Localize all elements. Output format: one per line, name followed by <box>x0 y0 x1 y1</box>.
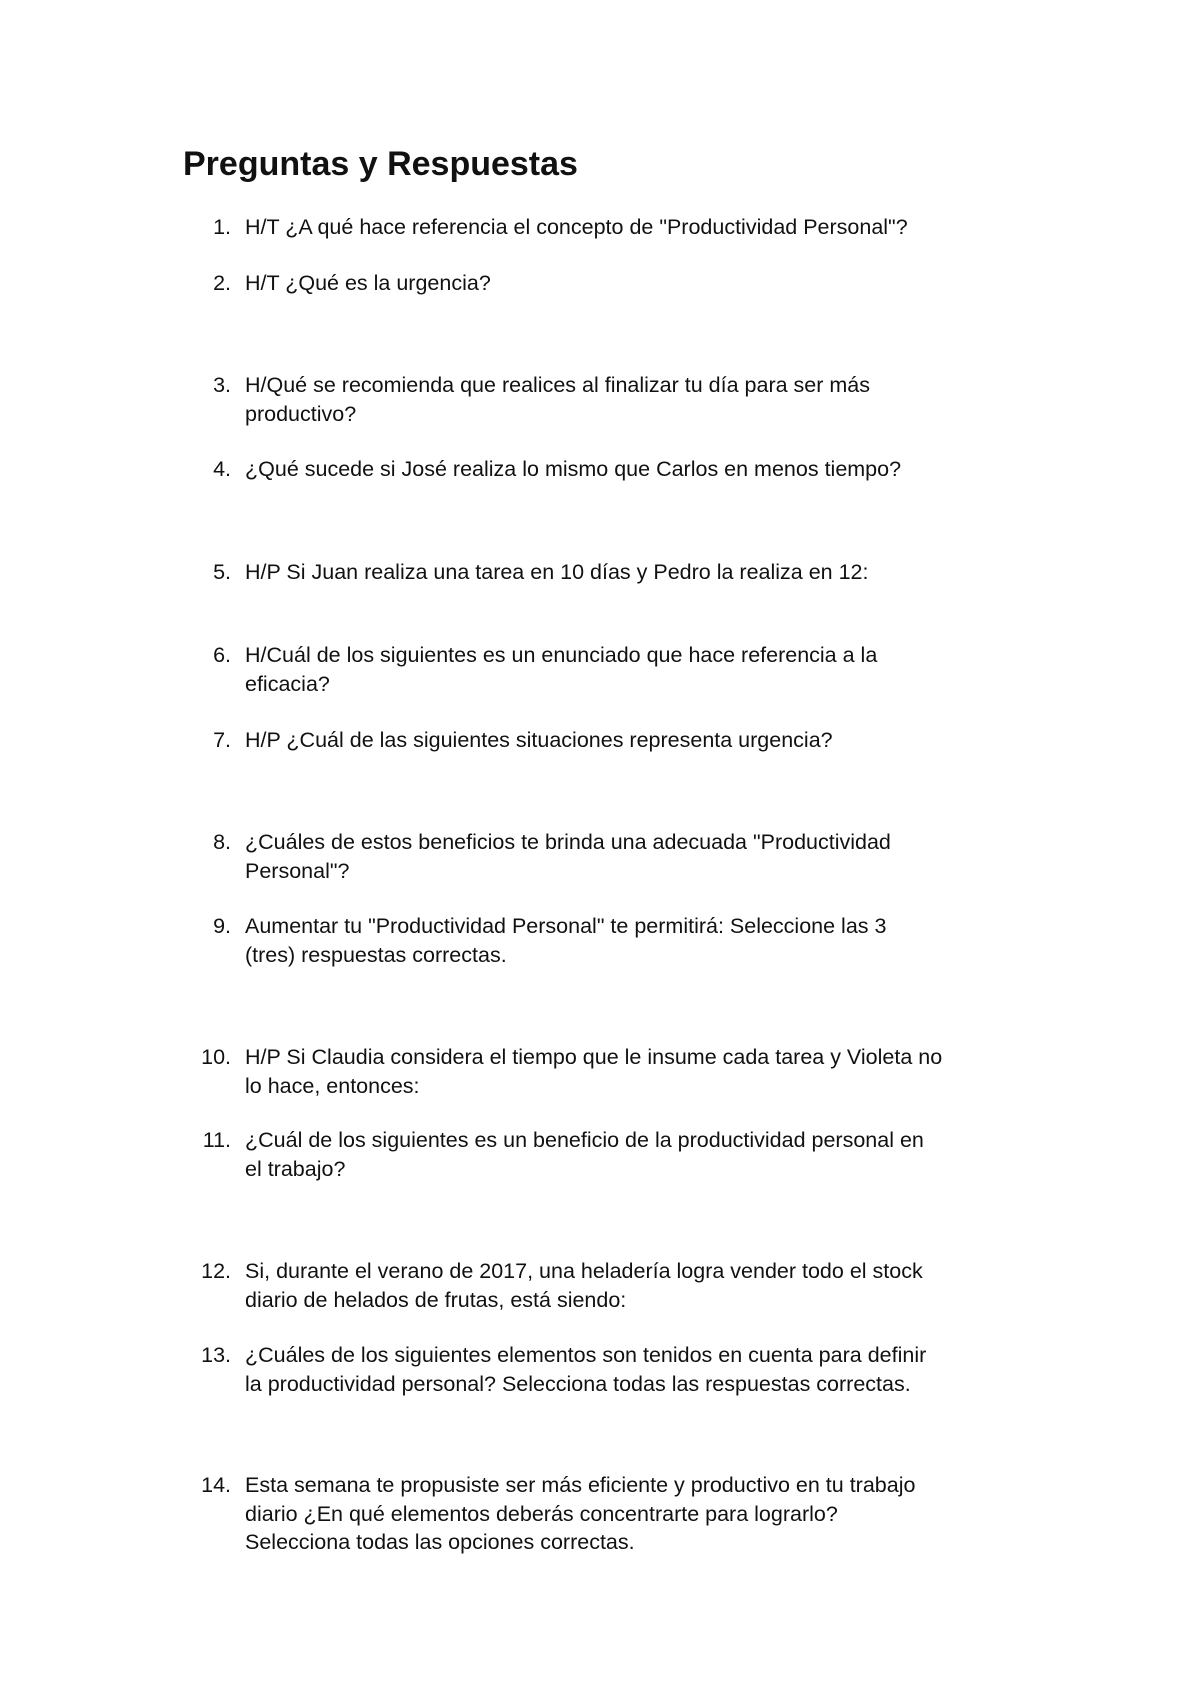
question-line: lo hace, entonces: <box>245 1073 420 1098</box>
question-text <box>245 1043 1045 1100</box>
question-text <box>245 1471 1045 1557</box>
question-number: 3. <box>213 373 231 397</box>
question-line: ¿Cuáles de los siguientes elementos son tenidos en cuenta para definir <box>245 1343 927 1367</box>
question-number: 4. <box>213 457 231 481</box>
question-number: 6. <box>213 643 231 667</box>
question-text <box>245 1257 1045 1314</box>
question-text <box>245 371 1045 428</box>
question-number: 5. <box>213 560 231 584</box>
question-line: H/T ¿A qué hace referencia el concepto de "Productividad Personal"? <box>245 215 908 239</box>
question-line: la productividad personal? Selecciona todas las respuestas correctas. <box>245 1371 911 1396</box>
question-number: 9. <box>213 914 231 938</box>
question-text <box>245 1341 1045 1398</box>
question-line: (tres) respuestas correctas. <box>245 942 507 967</box>
question-line: eficacia? <box>245 671 330 696</box>
page-title: Preguntas y Respuestas <box>183 145 578 183</box>
question-text <box>245 912 1045 969</box>
question-line: Selecciona todas las opciones correctas. <box>245 1530 635 1554</box>
question-text <box>245 213 1045 242</box>
question-line: Esta semana te propusiste ser más eficiente y productivo en tu trabajo <box>245 1473 916 1497</box>
question-text <box>245 269 1045 298</box>
question-line: diario ¿En qué elementos deberás concentrarte para lograrlo? <box>245 1501 838 1526</box>
question-line: H/T ¿Qué es la urgencia? <box>245 271 491 295</box>
question-number: 7. <box>213 728 231 752</box>
question-text <box>245 726 1045 755</box>
question-line: productivo? <box>245 401 357 426</box>
question-text <box>245 455 1045 484</box>
question-line: ¿Cuál de los siguientes es un beneficio de la productividad personal en <box>245 1128 924 1152</box>
question-number: 11. <box>202 1128 231 1152</box>
question-line: H/Qué se recomienda que realices al finalizar tu día para ser más <box>245 373 871 397</box>
question-line: H/P Si Claudia considera el tiempo que le insume cada tarea y Violeta no <box>245 1045 943 1069</box>
question-number: 1. <box>213 215 231 239</box>
question-line: ¿Cuáles de estos beneficios te brinda una adecuada "Productividad <box>245 830 891 854</box>
question-line: H/Cuál de los siguientes es un enunciado que hace referencia a la <box>245 643 878 667</box>
question-number: 13. <box>201 1343 231 1367</box>
question-number: 2. <box>213 271 231 295</box>
question-number: 10. <box>201 1045 231 1069</box>
question-line: el trabajo? <box>245 1156 346 1181</box>
question-line: H/P ¿Cuál de las siguientes situaciones representa urgencia? <box>245 728 833 752</box>
question-text <box>245 1126 1045 1183</box>
question-line: Si, durante el verano de 2017, una heladería logra vender todo el stock <box>245 1259 923 1283</box>
question-line: H/P Si Juan realiza una tarea en 10 días y Pedro la realiza en 12: <box>245 560 869 584</box>
question-number: 8. <box>213 830 231 854</box>
question-text <box>245 828 1045 885</box>
question-line: Personal"? <box>245 858 350 883</box>
question-number: 14. <box>201 1473 231 1497</box>
question-line: ¿Qué sucede si José realiza lo mismo que Carlos en menos tiempo? <box>245 457 902 481</box>
question-line: diario de helados de frutas, está siendo: <box>245 1287 627 1312</box>
question-line: Aumentar tu "Productividad Personal" te permitirá: Seleccione las 3 <box>245 914 887 938</box>
question-number: 12. <box>201 1259 231 1283</box>
question-text <box>245 558 1045 587</box>
question-text <box>245 641 1045 698</box>
